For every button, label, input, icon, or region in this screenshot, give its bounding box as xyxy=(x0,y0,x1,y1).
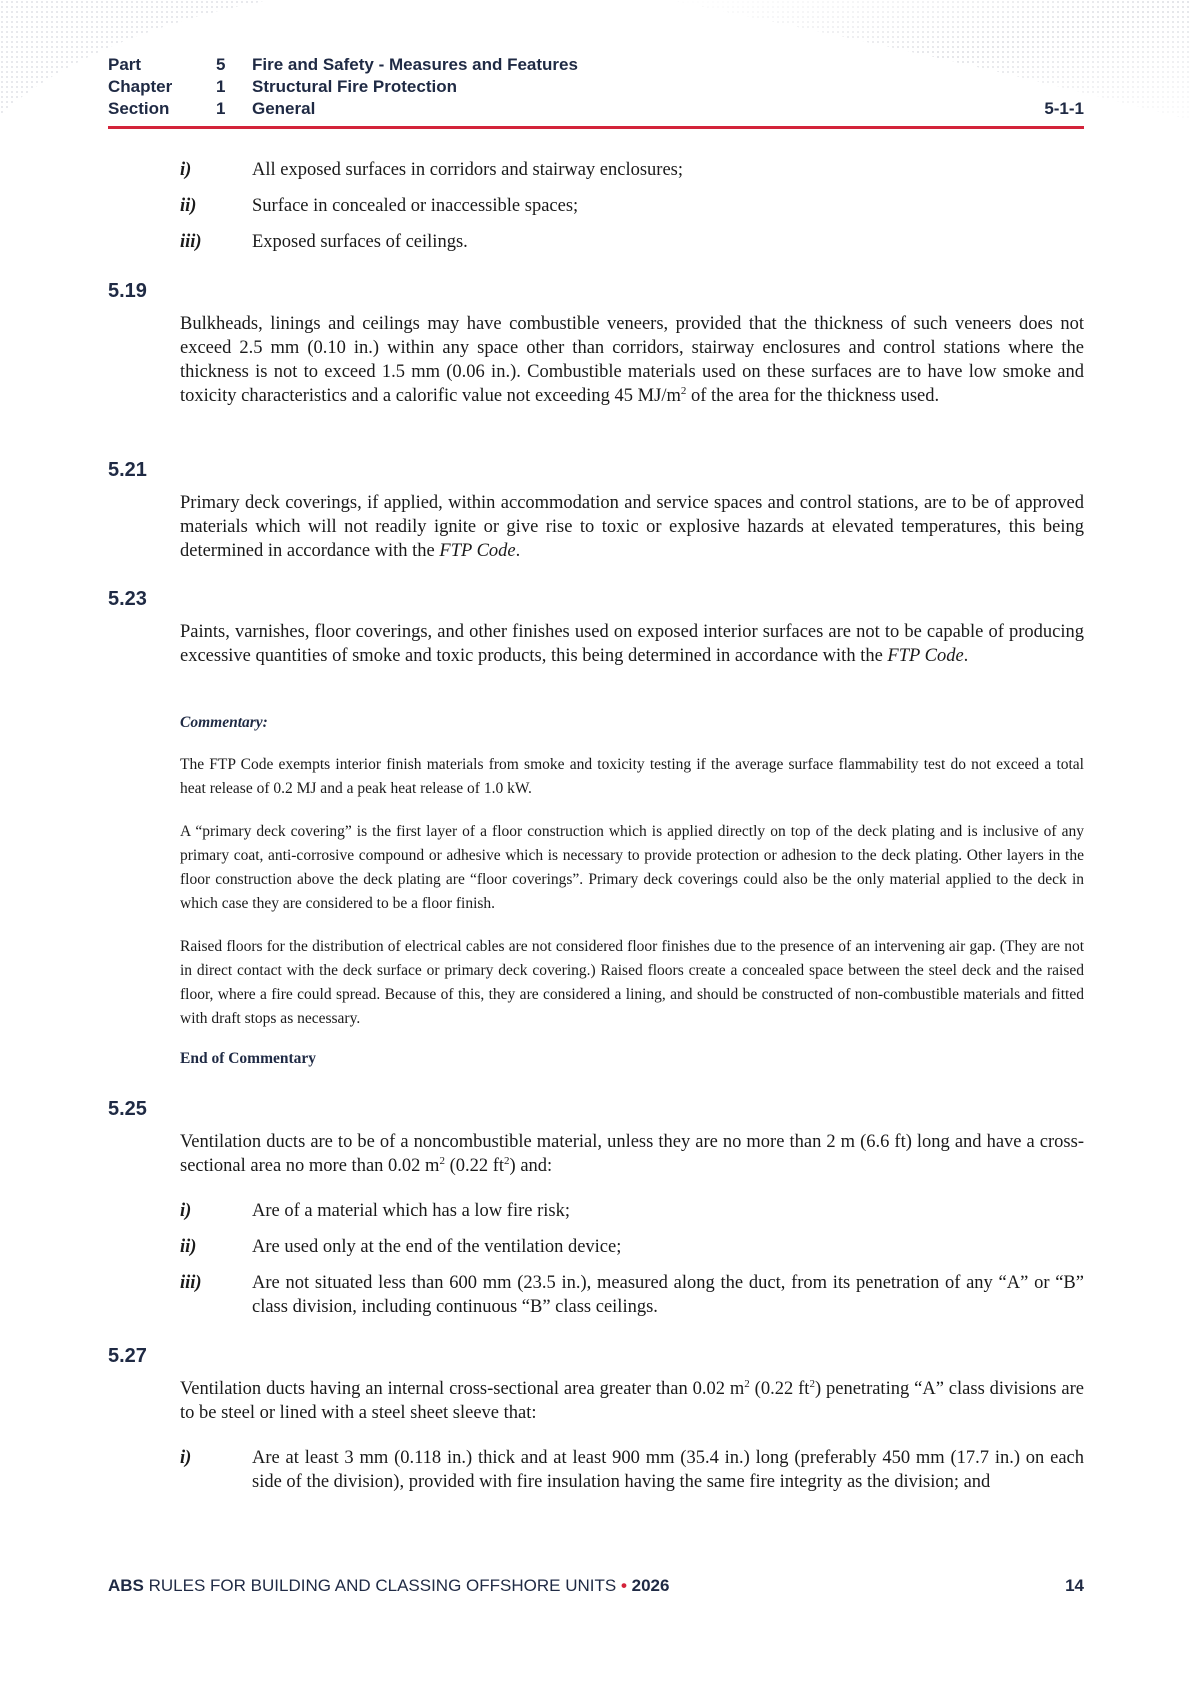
list-marker: iii) xyxy=(180,232,202,252)
paragraph-text: . xyxy=(963,646,969,666)
section-number-5-21: 5.21 xyxy=(108,459,147,481)
section-title: General xyxy=(252,99,316,118)
list-text: Are not situated less than 600 mm (23.5 in.), measured along the duct, from its penetration of any “A” or “B” class division, including continuous “B” class ceilings. xyxy=(252,1273,1084,1317)
list-marker: i) xyxy=(180,1201,192,1221)
paragraph-text: . xyxy=(515,541,521,561)
footer-brand: ABS xyxy=(108,1576,144,1595)
footer-title: RULES FOR BUILDING AND CLASSING OFFSHORE UNITS xyxy=(143,1576,621,1595)
superscript: 2 xyxy=(439,1155,445,1167)
page-number: 14 xyxy=(1065,1576,1084,1595)
paragraph-5-25 xyxy=(180,1130,1084,1178)
list-marker: ii) xyxy=(180,196,197,216)
paragraph-text: Paints, varnishes, floor coverings, and other finishes used on exposed interior surfaces are not to be capable of producing excessive quantities of smoke and toxic products, this being determined in accordance with the xyxy=(180,622,1084,666)
section-number: 1 xyxy=(216,99,226,118)
superscript: 2 xyxy=(680,385,687,397)
list-text: Surface in concealed or inaccessible spaces; xyxy=(252,196,579,216)
list-text: Are used only at the end of the ventilation device; xyxy=(252,1237,622,1257)
paragraph-text: (0.22 ft xyxy=(749,1379,810,1399)
footer-year: 2026 xyxy=(626,1576,670,1595)
part-number: 5 xyxy=(216,55,226,74)
section-number-5-19: 5.19 xyxy=(108,280,147,302)
chapter-number: 1 xyxy=(216,77,226,96)
paragraph-text: of the area for the thickness used. xyxy=(686,386,940,406)
commentary-paragraph: A “primary deck covering” is the first layer of a floor construction which is applied directly on top of the deck plating and is inclusive of any primary coat, anti-corrosive compound or adhesive which is necessary to provide protection or adhesion to the deck plating. Other layers in the floor construction above the deck plating are “floor coverings”. Primary deck coverings could also be the only material applied to the deck in which case they are considered to be a floor finish. xyxy=(180,823,1084,912)
paragraph-text: (0.22 ft xyxy=(444,1156,505,1176)
section-number-5-27: 5.27 xyxy=(108,1345,147,1367)
part-label: Part xyxy=(108,55,142,74)
superscript: 2 xyxy=(504,1155,510,1167)
superscript: 2 xyxy=(809,1378,815,1390)
list-marker: i) xyxy=(180,1448,192,1468)
section-number-5-23: 5.23 xyxy=(108,588,147,610)
chapter-label: Chapter xyxy=(108,77,173,96)
commentary-end: End of Commentary xyxy=(180,1050,317,1067)
list-marker: ii) xyxy=(180,1237,197,1257)
paragraph-text: Primary deck coverings, if applied, within accommodation and service spaces and control stations, are to be of approved materials which will not readily ignite or give rise to toxic or explosive hazards at elevated temperatures, this being determined in accordance with the xyxy=(180,493,1084,561)
list-text: Exposed surfaces of ceilings. xyxy=(252,232,468,252)
part-title: Fire and Safety - Measures and Features xyxy=(252,55,578,74)
paragraph-5-27 xyxy=(180,1377,1084,1425)
commentary-heading: Commentary: xyxy=(180,714,268,731)
list-text: Are of a material which has a low fire risk; xyxy=(252,1201,570,1221)
footer-bullet: • xyxy=(620,1576,627,1595)
paragraph-text: ) penetrating “A” class divisions are to be steel or lined with a steel sheet sleeve that: xyxy=(180,1379,1084,1423)
chapter-title: Structural Fire Protection xyxy=(252,77,457,96)
paragraph-text: Bulkheads, linings and ceilings may have combustible veneers, provided that the thickness of such veneers does not exceed 2.5 mm (0.10 in.) within any space other than corridors, stairway enclosures and control stations where the thickness is not to exceed 1.5 mm (0.06 in.). Combustible materials used on these surfaces are to have low smoke and toxicity characteristics and a calorific value not exceeding 45 MJ/m xyxy=(180,314,1084,406)
list-marker: iii) xyxy=(180,1273,202,1293)
paragraph-5-21 xyxy=(180,491,1084,563)
paragraph-text: Ventilation ducts having an internal cross-sectional area greater than 0.02 m xyxy=(180,1379,745,1399)
section-code: 5-1-1 xyxy=(1044,99,1084,118)
running-footer xyxy=(108,1574,1084,1598)
list-marker: i) xyxy=(180,160,192,180)
ftp-code-reference: FTP Code xyxy=(439,541,516,561)
paragraph-text: Ventilation ducts are to be of a noncombustible material, unless they are no more than 2 m (6.6 ft) long and have a cross-sectional area no more than 0.02 m xyxy=(180,1132,1084,1176)
paragraph-text: ) and: xyxy=(509,1156,553,1176)
ftp-code-reference: FTP Code xyxy=(887,646,964,666)
list-text: All exposed surfaces in corridors and stairway enclosures; xyxy=(252,160,684,180)
section-number-5-25: 5.25 xyxy=(108,1098,147,1120)
commentary-paragraph: The FTP Code exempts interior finish materials from smoke and toxicity testing if the average surface flammability test do not exceed a total heat release of 0.2 MJ and a peak heat release of 1.0 kW. xyxy=(180,756,1084,797)
list-text: Are at least 3 mm (0.118 in.) thick and at least 900 mm (35.4 in.) long (preferably 450 mm (17.7 in.) on each side of the division), provided with fire insulation having the same fire integrity as the division; and xyxy=(252,1448,1084,1492)
paragraph-5-23 xyxy=(180,620,1084,668)
section-label: Section xyxy=(108,99,170,118)
paragraph-5-19 xyxy=(180,312,1084,408)
superscript: 2 xyxy=(744,1378,750,1390)
commentary-paragraph: Raised floors for the distribution of electrical cables are not considered floor finishes due to the presence of an intervening air gap. (They are not in direct contact with the deck surface or primary deck covering.) Raised floors create a concealed space between the steel deck and the raised floor, where a fire could spread. Because of this, they are considered a lining, and should be constructed of non-combustible materials and fitted with draft stops as necessary. xyxy=(180,938,1084,1027)
